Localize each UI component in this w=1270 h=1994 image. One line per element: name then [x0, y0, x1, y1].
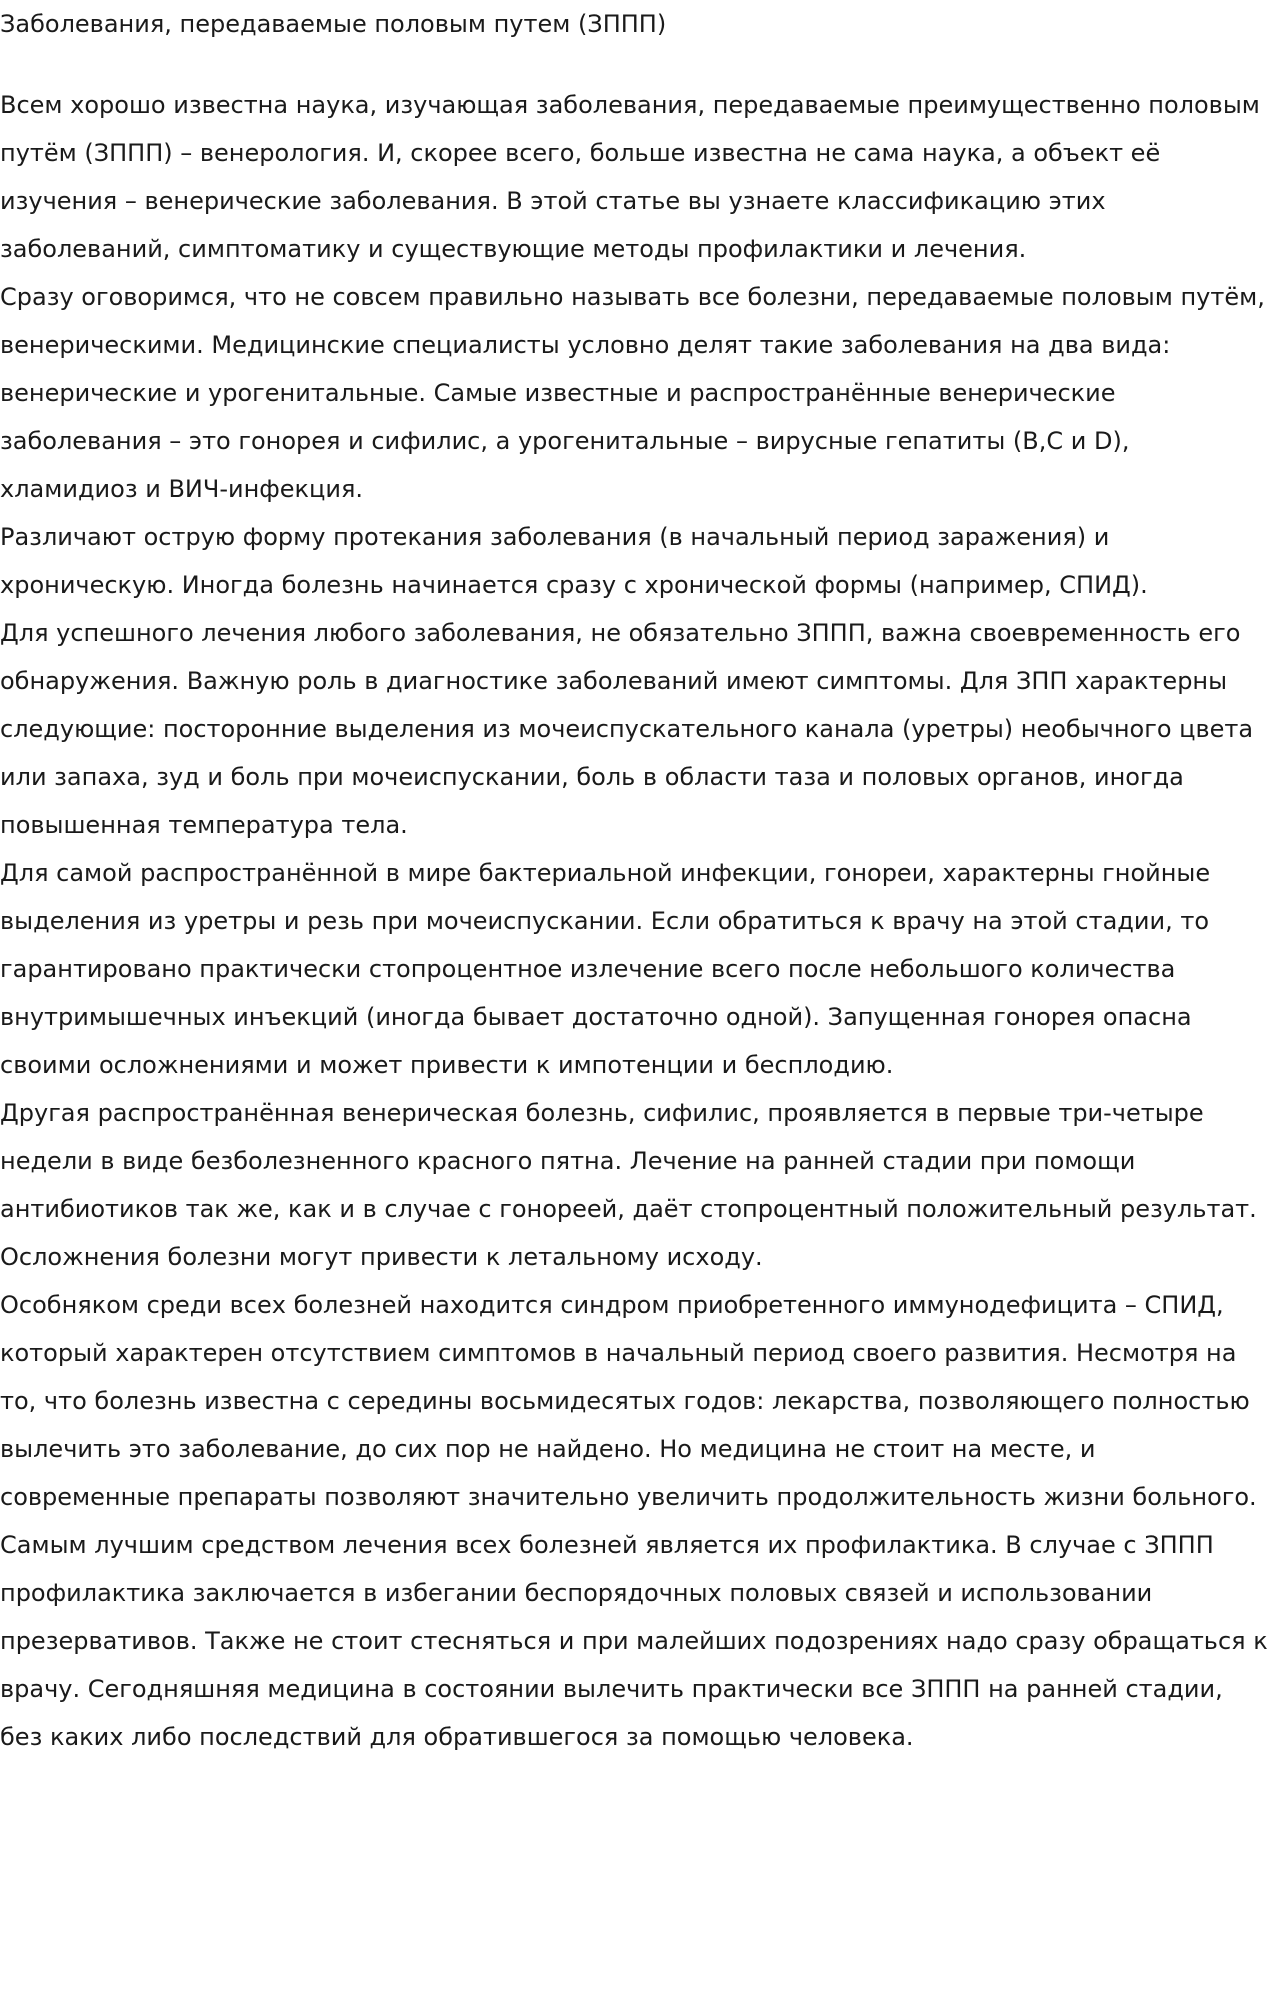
- document-body: [0, 81, 1270, 1761]
- paragraph-prevention: Самым лучшим средством лечения всех болезней является их профилактика. В случае с ЗППП профилактика заключается в избегании беспорядочных половых связей и использовании презервативов. Также не стоит стесняться и при малейших подозрениях надо сразу обращаться к врачу. Сегодняшняя медицина в состоянии вылечить практически все ЗППП на ранней стадии, без каких либо последствий для обратившегося за помощью человека.: [0, 1531, 1268, 1751]
- paragraph-aids: Особняком среди всех болезней находится синдром приобретенного иммунодефицита – СПИД, который характерен отсутствием симптомов в начальный период своего развития. Несмотря на то, что болезнь известна с середины восьмидесятых годов: лекарства, позволяющего полностью вылечить это заболевание, до сих пор не найдено. Но медицина не стоит на месте, и современные препараты позволяют значительно увеличить продолжительность жизни больного.: [0, 1291, 1257, 1511]
- paragraph-classification: Сразу оговоримся, что не совсем правильно называть все болезни, передаваемые половым путём, венерическими. Медицинские специалисты условно делят такие заболевания на два вида: венерические и урогенитальные. Самые известные и распространённые венерические заболевания – это гонорея и сифилис, а урогенитальные – вирусные гепатиты (B,C и D), хламидиоз и ВИЧ-инфекция.: [0, 283, 1265, 503]
- paragraph-forms: Различают острую форму протекания заболевания (в начальный период заражения) и хроническую. Иногда болезнь начинается сразу с хронической формы (например, СПИД).: [0, 523, 1148, 599]
- paragraph-intro: Всем хорошо известна наука, изучающая заболевания, передаваемые преимущественно половым путём (ЗППП) – венерология. И, скорее всего, больше известна не сама наука, а объект её изучения – венерические заболевания. В этой статье вы узнаете классификацию этих заболеваний, симптоматику и существующие методы профилактики и лечения.: [0, 91, 1260, 263]
- paragraph-symptoms: Для успешного лечения любого заболевания, не обязательно ЗППП, важна своевременность его обнаружения. Важную роль в диагностике заболеваний имеют симптомы. Для ЗПП характерны следующие: посторонние выделения из мочеиспускательного канала (уретры) необычного цвета или запаха, зуд и боль при мочеиспускании, боль в области таза и половых органов, иногда повышенная температура тела.: [0, 619, 1254, 839]
- document-title: Заболевания, передаваемые половым путем (ЗППП): [0, 10, 667, 38]
- paragraph-syphilis: Другая распространённая венерическая болезнь, сифилис, проявляется в первые три-четыре недели в виде безболезненного красного пятна. Лечение на ранней стадии при помощи антибиотиков так же, как и в случае с гонореей, даёт стопроцентный положительный результат. Осложнения болезни могут привести к летальному исходу.: [0, 1099, 1257, 1271]
- paragraph-gonorrhea: Для самой распространённой в мире бактериальной инфекции, гонореи, характерны гнойные выделения из уретры и резь при мочеиспускании. Если обратиться к врачу на этой стадии, то гарантировано практически стопроцентное излечение всего после небольшого количества внутримышечных инъекций (иногда бывает достаточно одной). Запущенная гонорея опасна своими осложнениями и может привести к импотенции и бесплодию.: [0, 859, 1211, 1079]
